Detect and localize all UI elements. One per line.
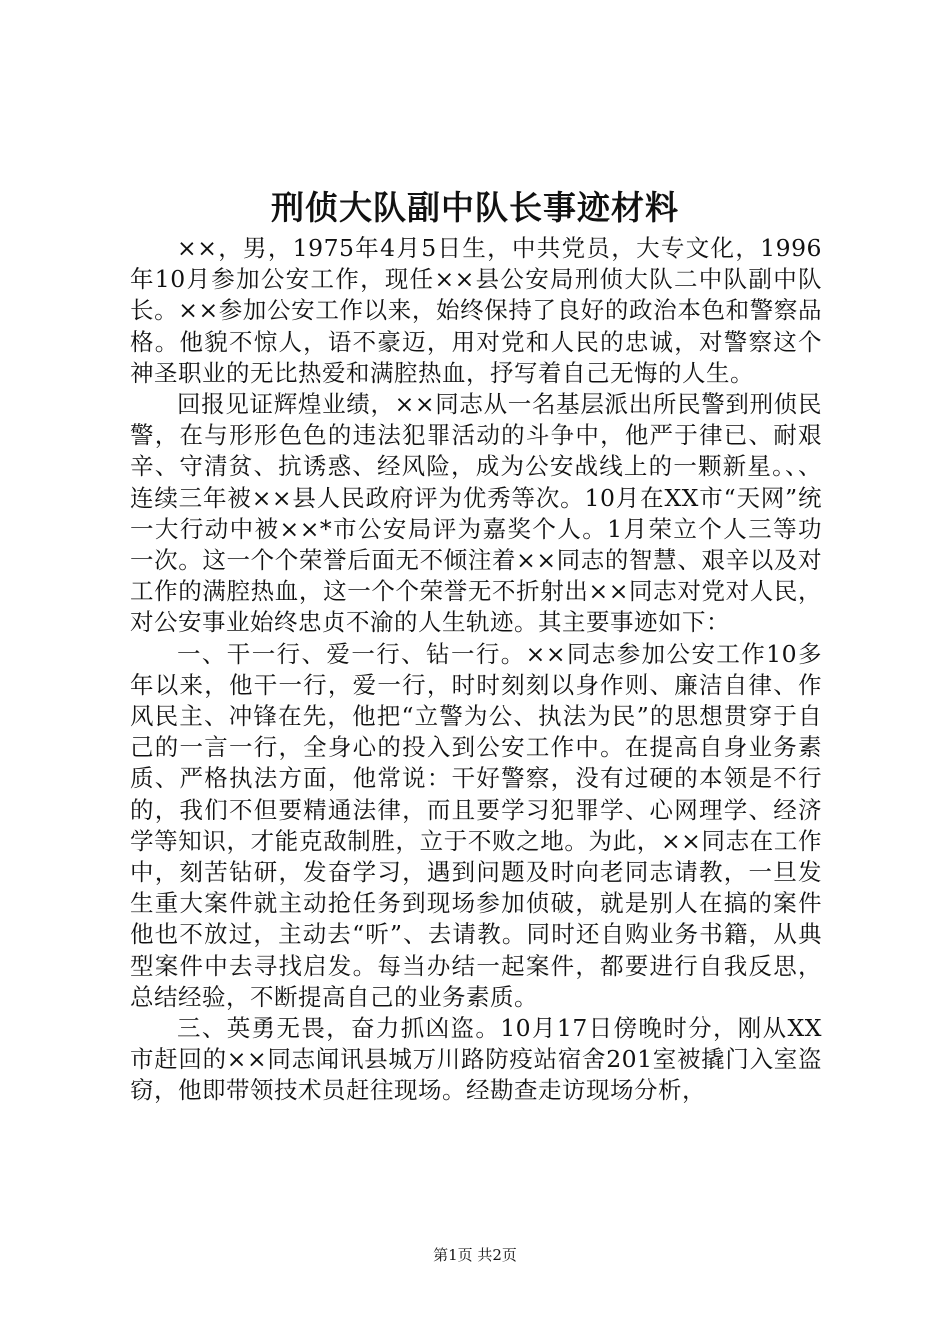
page-number-footer: 第1页 共2页 [433,1246,517,1264]
document-title: 刑侦大队副中队长事迹材料 [271,188,679,227]
paragraph-section-three: 三、英勇无畏，奋力抓凶盗。10月17日傍晚时分，刚从XX市赶回的××同志闻讯县城万川路防疫站宿舍201室被撬门入室盗窃，他即带领技术员赶往现场。经勘查走访现场分析， [130,1014,822,1105]
paragraph-achievements: 回报见证辉煌业绩，××同志从一名基层派出所民警到刑侦民警，在与形形色色的违法犯罪活动的斗争中，他严于律已、耐艰辛、守清贫、抗诱惑、经风险，成为公安战线上的一颗新星。、、连续三年被××县人民政府评为优秀等次。10月在XX市“天网”统一大行动中被××*市公安局评为嘉奖个人。1月荣立个人三等功一次。这一个个荣誉后面无不倾注着××同志的智慧、艰辛以及对工作的满腔热血，这一个个荣誉无不折射出××同志对党对人民，对公安事业始终忠贞不渝的人生轨迹。其主要事迹如下： [130,390,822,637]
paragraph-section-one: 一、干一行、爱一行、钻一行。××同志参加公安工作10多年以来，他干一行，爱一行，时时刻刻以身作则、廉洁自律、作风民主、冲锋在先，他把“立警为公、执法为民”的思想贯穿于自己的一言一行，全身心的投入到公安工作中。在提高自身业务素质、严格执法方面，他常说：干好警察，没有过硬的本领是不行的，我们不但要精通法律，而且要学习犯罪学、心网理学、经济学等知识，才能克敌制胜，立于不败之地。为此，××同志在工作中，刻苦钻研，发奋学习，遇到问题及时向老同志请教，一旦发生重大案件就主动抢任务到现场参加侦破，就是别人在搞的案件他也不放过，主动去“听”、去请教。同时还自购业务书籍，从典型案件中去寻找启发。每当办结一起案件，都要进行自我反思，总结经验，不断提高自己的业务素质。 [130,639,822,1011]
paragraph-intro: ××，男，1975年4月5日生，中共党员，大专文化，1996年10月参加公安工作，现任××县公安局刑侦大队二中队副中队长。××参加公安工作以来，始终保持了良好的政治本色和警察品格。他貌不惊人，语不豪迈，用对党和人民的忠诚，对警察这个神圣职业的无比热爱和满腔热血，抒写着自己无悔的人生。 [130,234,822,387]
document-body [130,233,822,1107]
